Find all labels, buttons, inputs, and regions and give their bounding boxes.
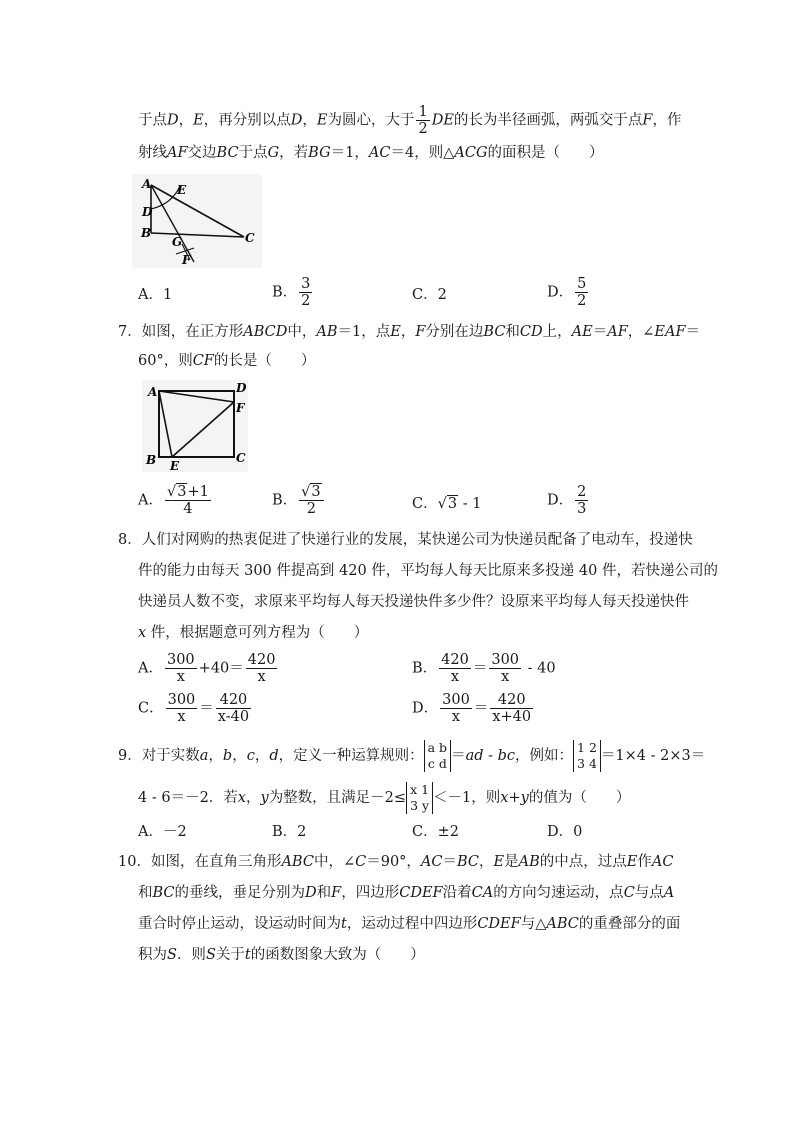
- q8-text-line-3: 快递员人数不变，求原来平均每人每天投递快件多少件？设原来平均每人每天投递快件: [138, 594, 689, 610]
- label-B: B: [146, 453, 157, 467]
- q8-option-a[interactable]: A． $\frac{300}{x}$ +40＝ $\frac{420}{x}$: [138, 652, 276, 685]
- q9-option-b[interactable]: B．2: [272, 824, 307, 840]
- q9-text-line-2: 4 - 6＝－2．若x，y为整数，且满足－2≤x 1 3 y ＜－1，则x+y的值为（ ）: [138, 782, 631, 813]
- q6-half-fraction: $\frac{1}{2}$: [418, 104, 428, 137]
- label-D: D: [236, 381, 247, 395]
- q10-text-line-2: 和BC的垂线，垂足分别为D和F，四边形CDEF沿着CA的方向匀速运动，点C与点A: [138, 885, 675, 901]
- q7-text-line-1: 7．如图，在正方形ABCD中，AB＝1，点E，F分别在边BC和CD上，AE＝AF，∠EAF＝: [118, 324, 701, 340]
- q6-option-a[interactable]: A．1: [138, 287, 173, 303]
- label-E: E: [170, 459, 180, 472]
- q8-option-b[interactable]: B． $\frac{420}{x}$ ＝ $\frac{300}{x}$ - 40: [412, 652, 556, 685]
- q6-option-b[interactable]: B． $\frac{3}{2}$: [272, 276, 311, 309]
- q10-text-line-4: 积为S．则S关于t的函数图象大致为（ ）: [138, 947, 425, 963]
- q7-square-figure: [142, 380, 248, 472]
- q9-option-d[interactable]: D．0: [547, 824, 583, 840]
- label-F: F: [236, 401, 245, 415]
- label-G: G: [172, 235, 183, 249]
- q9-option-c[interactable]: C．±2: [412, 824, 459, 840]
- label-D: D: [142, 205, 153, 219]
- label-A: A: [142, 177, 152, 191]
- q8-text-line-4: x 件，根据题意可列方程为（ ）: [138, 625, 369, 641]
- q6-text-line-2: 射线AF交边BC于点G，若BG＝1，AC＝4，则△ACG的面积是（ ）: [138, 145, 604, 161]
- q8-option-d[interactable]: D． $\frac{300}{x}$ ＝ $\frac{420}{x+40}$: [412, 692, 532, 725]
- q8-text-line-1: 8．人们对网购的热衷促进了快递行业的发展，某快递公司为快递员配备了电动车，投递快: [118, 532, 693, 548]
- figure-background: [142, 380, 248, 472]
- determinant-definition: a b c d: [424, 740, 451, 772]
- determinant-xy: x 1 3 y: [406, 782, 433, 814]
- determinant-example: 1 2 3 4: [573, 740, 601, 772]
- q9-text-line-1: 9．对于实数a，b，c，d，定义一种运算规则：a b c d ＝ad - bc，例如：1 2 3 4 ＝1×4 - 2×3＝: [118, 740, 706, 771]
- q10-text-line-1: 10．如图，在直角三角形ABC中，∠C＝90°，AC＝BC，E是AB的中点，过点E作AC: [118, 854, 674, 870]
- q7-text-line-2: 60°，则CF的长是（ ）: [138, 353, 316, 369]
- q10-text-line-3: 重合时停止运动，设运动时间为t，运动过程中四边形CDEF与△ABC的重叠部分的面: [138, 916, 681, 932]
- q7-option-c[interactable]: C．√3 - 1: [412, 496, 482, 512]
- q6-text-line-1: 于点D，E，再分别以点D，E为圆心，大于 $\frac{1}{2}$ DE的长为半径画弧，两弧交于点F，作: [138, 104, 682, 137]
- q7-option-b[interactable]: B． $\frac{√3}{2}$: [272, 484, 326, 517]
- q6-option-c[interactable]: C．2: [412, 287, 447, 303]
- label-C: C: [245, 231, 255, 245]
- q7-option-d[interactable]: D． $\frac{2}{3}$: [547, 484, 587, 517]
- label-C: C: [236, 451, 246, 465]
- q9-option-a[interactable]: A．－2: [138, 824, 187, 840]
- label-B: B: [141, 226, 152, 240]
- label-F: F: [182, 253, 191, 267]
- q8-text-line-2: 件的能力由每天 300 件提高到 420 件，平均每人每天比原来多投递 40 件，若快递公司的: [138, 563, 718, 579]
- q6-option-d[interactable]: D． $\frac{5}{2}$: [547, 276, 587, 309]
- q8-option-c[interactable]: C． $\frac{300}{x}$ ＝ $\frac{420}{x-40}$: [138, 692, 250, 725]
- label-E: E: [177, 183, 187, 197]
- q6-triangle-figure: [132, 174, 262, 268]
- label-A: A: [148, 385, 158, 399]
- q7-option-a[interactable]: A． $\frac{√3+1}{4}$: [138, 484, 209, 517]
